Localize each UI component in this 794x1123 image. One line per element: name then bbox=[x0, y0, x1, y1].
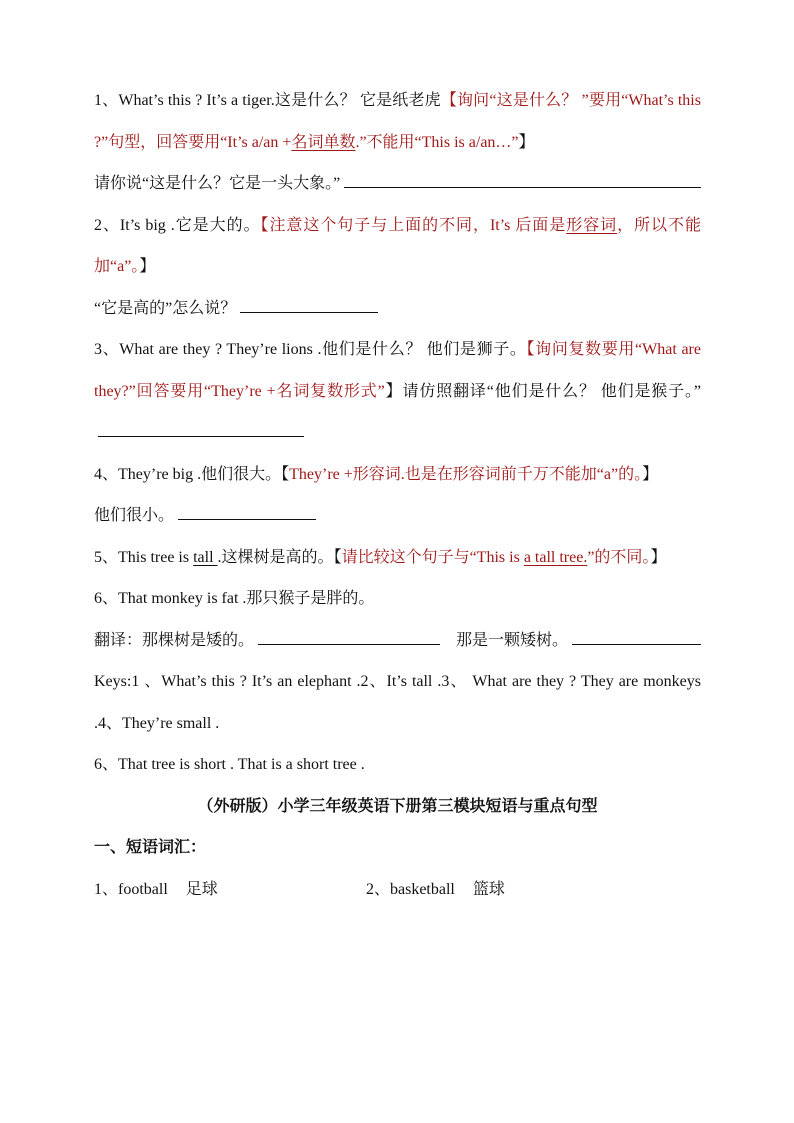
item-2-sentence: 2、It’s big .它是大的。 bbox=[94, 216, 261, 234]
answer-blank-2[interactable] bbox=[240, 311, 378, 313]
item-5: 5、This tree is tall .这棵树是高的。【请比较这个句子与“This is a tall tree.”的不同。】 bbox=[94, 548, 667, 566]
answer-blank-4[interactable] bbox=[178, 518, 316, 520]
item-6: 6、That monkey is fat .那只猴子是胖的。 bbox=[94, 590, 375, 607]
item-4-sentence: 4、They’re big .他们很大。 bbox=[94, 465, 282, 483]
item-2-note: 【注意这个句子与上面的不同，It’s 后面是形容词，所以不能加“a”。 bbox=[94, 216, 701, 275]
answer-blank-3[interactable] bbox=[98, 435, 304, 437]
item-3-task: 请仿照翻译“他们是什么？ 他们是猴子。” bbox=[402, 382, 701, 400]
vocab-row bbox=[94, 869, 701, 911]
item-2: 2、It’s big .它是大的。【注意这个句子与上面的不同，It’s 后面是形容词，所以不能加“a”。】 bbox=[94, 216, 701, 275]
item-5-note: 请比较这个句子与“This is a tall tree.”的不同。 bbox=[341, 548, 651, 566]
item-3: 3、What are they ? They’re lions .他们是什么？ 他们是狮子。【询问复数要用“What are they?”回答要用“They’re +名词复数形式”】请仿照翻译“他们是什么？ 他们是猴子。” bbox=[94, 329, 701, 454]
item-4: 4、They’re big .他们很大。【They’re +形容词.也是在形容词前千万不能加“a”的。】 bbox=[94, 465, 659, 483]
item-1-note: 【询问“这是什么？ ”要用“What’s this ?”句型，回答要用“It’s a/an +名词单数.”不能用“This is a/an…” bbox=[94, 92, 701, 151]
answer-blank-1[interactable] bbox=[344, 186, 701, 188]
worksheet-content bbox=[94, 80, 701, 910]
vocab-item-2: 2、basketball 篮球 bbox=[366, 880, 505, 898]
item-1-translation: 这是什么？ 它是纸老虎 bbox=[274, 92, 441, 109]
item-4-note: They’re +形容词.也是在形容词前千万不能加“a”的。 bbox=[289, 465, 643, 483]
item-1-task: 请你说“这是什么？它是一头大象。” bbox=[94, 163, 701, 205]
item-2-task: “它是高的”怎么说？ bbox=[94, 288, 701, 330]
item-1-sentence: 1、What’s this ? It’s a tiger. bbox=[94, 92, 275, 109]
item-3-sentence: 3、What are they ? They’re lions .他们是什么？ 他们是狮子。 bbox=[94, 341, 527, 358]
answer-keys-line2: 6、That tree is short . That is a short tree . bbox=[94, 756, 365, 773]
item-3-note: 【询问复数要用“What are they?”回答要用“They’re +名词复数形式” bbox=[94, 341, 701, 400]
answer-blank-6a[interactable] bbox=[258, 643, 440, 645]
item-6-task: 翻译：那棵树是矮的。 那是一颗矮树。 bbox=[94, 620, 701, 662]
item-4-task: 他们很小。 bbox=[94, 495, 701, 537]
answer-blank-6b[interactable] bbox=[572, 643, 701, 645]
item-1: 1、What’s this ? It’s a tiger.这是什么？ 它是纸老虎【询问“这是什么？ ”要用“What’s this ?”句型，回答要用“It’s a/an +名词单数.”不能用“This is a/an…”】 bbox=[94, 92, 701, 151]
section-title: （外研版）小学三年级英语下册第三模块短语与重点句型 bbox=[197, 797, 598, 815]
answer-keys: Keys:1 、What’s this ? It’s an elephant .2、It’s tall .3、 What are they ? They are monkeys .4、They’re small . bbox=[94, 673, 701, 732]
subheading: 一、短语词汇： bbox=[94, 839, 207, 856]
vocab-item-1: 1、football 足球 bbox=[94, 880, 218, 898]
